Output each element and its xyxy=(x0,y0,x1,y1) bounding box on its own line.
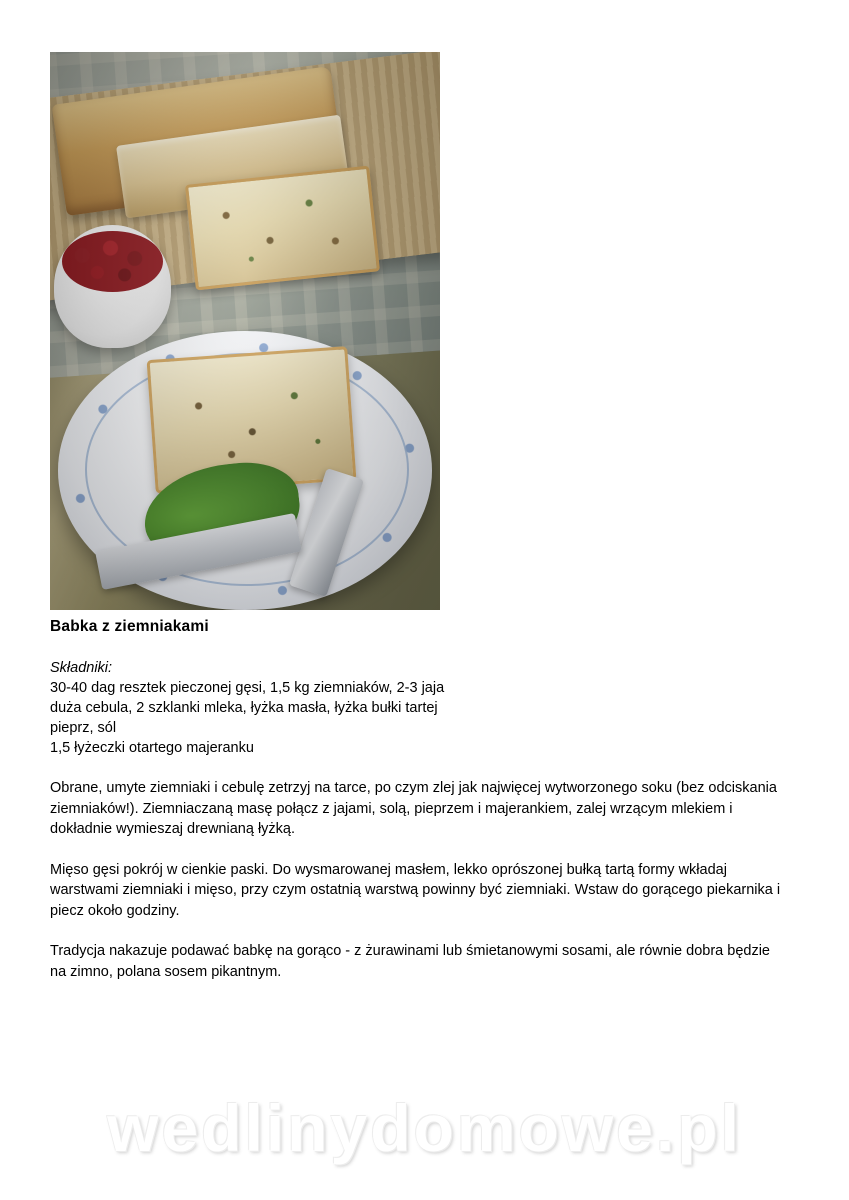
spacer xyxy=(50,636,810,660)
ingredient-line: duża cebula, 2 szklanki mleka, łyżka masła, łyżka bułki tartej xyxy=(50,700,438,716)
ingredient-line: pieprz, sól xyxy=(50,720,117,736)
ingredient-line: 1,5 łyżeczki otartego majeranku xyxy=(50,740,254,756)
recipe-photo xyxy=(50,52,440,610)
photo-cranberries xyxy=(62,231,163,292)
spacer xyxy=(50,921,810,941)
ingredients-label: Składniki: xyxy=(50,660,113,676)
recipe-photo-image xyxy=(50,52,440,610)
document-content xyxy=(50,52,810,982)
instruction-paragraph: Mięso gęsi pokrój w cienkie paski. Do wysmarowanej masłem, lekko oprószonej bułką tartą formy wkładaj warstwami ziemniaki i mięso, przy czym ostatnią warstwą powinny być ziemniaki. Wstaw do gorącego piekarnika i piecz około godziny. xyxy=(50,861,781,919)
ingredient-line: 30-40 dag resztek pieczonej gęsi, 1,5 kg ziemniaków, 2-3 jaja xyxy=(50,680,445,696)
instruction-paragraph: Tradycja nakazuje podawać babkę na gorąco - z żurawinami lub śmietanowymi sosami, ale równie dobra będzie na zimno, polana sosem pikantnym. xyxy=(50,943,770,980)
spacer xyxy=(50,840,810,860)
page-title: Babka z ziemniakami xyxy=(50,618,209,635)
watermark: wedlinydomowe.pl xyxy=(107,1091,742,1165)
spacer xyxy=(50,758,810,778)
instruction-paragraph: Obrane, umyte ziemniaki i cebulę zetrzyj na tarce, po czym zlej jak najwięcej wytworzonego soku (bez odciskania ziemniaków!). Ziemniaczaną masę połącz z jajami, solą, pieprzem i majerankiem, zalej wrzącym mlekiem i dokładnie wymieszaj drewnianą łyżką. xyxy=(50,780,777,837)
photo-slice-on-board xyxy=(185,165,381,290)
